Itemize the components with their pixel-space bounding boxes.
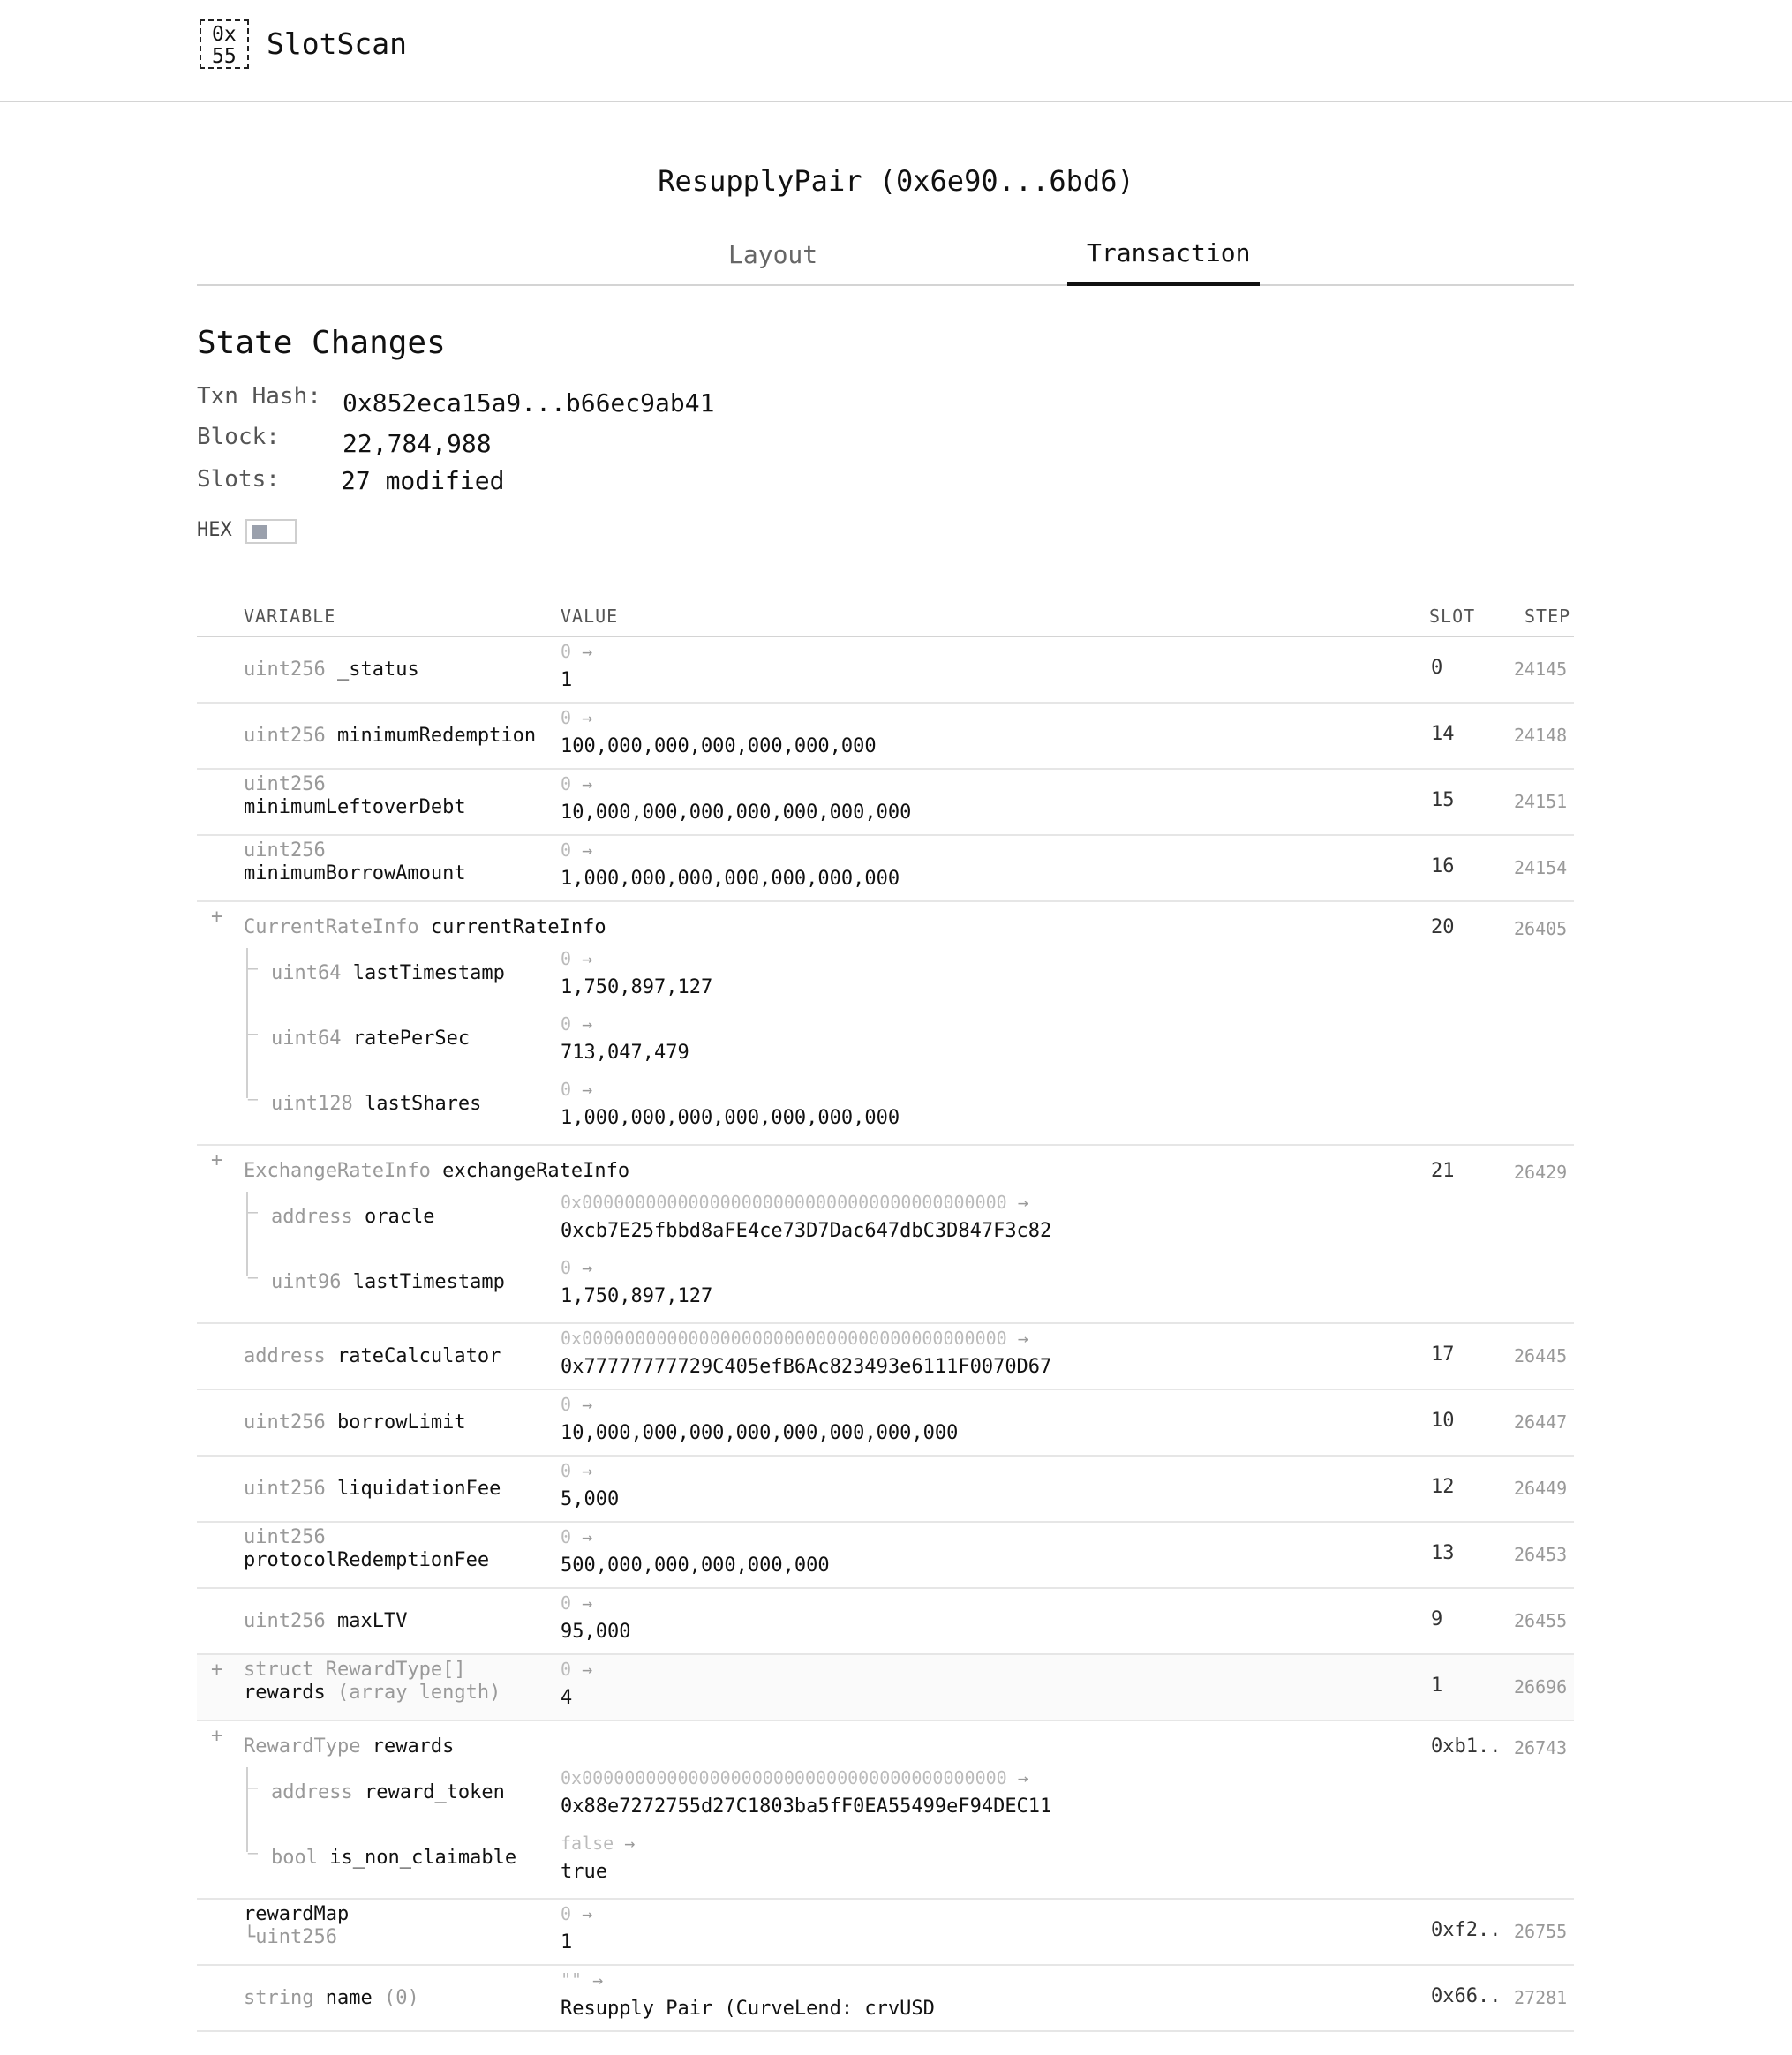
variable-cell: [244, 1411, 466, 1434]
old-value: [561, 1079, 592, 1100]
expand-icon[interactable]: +: [211, 1659, 223, 1681]
slot-cell: 21: [1431, 1160, 1455, 1182]
hex-label: HEX: [197, 519, 232, 541]
col-slot: SLOT: [1429, 606, 1476, 627]
old-value: [561, 1903, 592, 1924]
slots-label: Slots:: [197, 466, 280, 493]
old-value-text: 0: [561, 773, 572, 794]
new-value[interactable]: 100,000,000,000,000,000,000: [561, 735, 877, 757]
variable-name-cell: [244, 1549, 489, 1571]
variable-suffix: (0): [372, 1987, 419, 2009]
old-value: [561, 707, 592, 728]
step-cell[interactable]: 26429: [1514, 1162, 1568, 1183]
variable-cell: [244, 1160, 629, 1182]
logo[interactable]: [200, 19, 249, 69]
new-value[interactable]: 10,000,000,000,000,000,000,000,000: [561, 1422, 959, 1444]
child-variable-cell: [271, 1028, 470, 1050]
slot-cell: 1: [1431, 1675, 1443, 1697]
arrow-icon: →: [571, 773, 593, 794]
slot-cell: 13: [1431, 1542, 1455, 1564]
variable-name: lastTimestamp: [352, 962, 505, 984]
variable-name: name: [325, 1987, 373, 2009]
state-changes-table: [197, 637, 1574, 2032]
step-cell[interactable]: 26696: [1514, 1676, 1568, 1697]
variable-name: ratePerSec: [352, 1028, 471, 1050]
arrow-icon: →: [571, 1659, 593, 1680]
expand-icon[interactable]: +: [211, 906, 223, 928]
old-value-text: 0: [561, 1592, 572, 1614]
hex-toggle[interactable]: [245, 519, 297, 544]
old-value-text: 0: [561, 948, 572, 969]
col-value: VALUE: [561, 606, 619, 627]
arrow-icon: →: [571, 1013, 593, 1035]
old-value: [561, 1192, 1028, 1213]
block-value[interactable]: 22,784,988: [343, 429, 492, 458]
variable-type: uint96: [271, 1271, 353, 1293]
txn-hash-label: Txn Hash:: [197, 383, 321, 410]
table-row[interactable]: [197, 1900, 1574, 1966]
slot-cell: 15: [1431, 789, 1455, 811]
step-cell[interactable]: 24154: [1514, 857, 1568, 878]
tree-branch-icon: ─: [248, 960, 258, 979]
variable-type: address: [271, 1206, 365, 1228]
child-variable-cell: [271, 962, 505, 984]
old-value-text: 0: [561, 1903, 572, 1924]
new-value[interactable]: 713,047,479: [561, 1042, 689, 1064]
hex-toggle-knob: [252, 525, 267, 539]
old-value: [561, 1526, 592, 1547]
step-cell[interactable]: 26449: [1514, 1478, 1568, 1499]
old-value-text: "": [561, 1969, 583, 1991]
variable-name: exchangeRateInfo: [442, 1160, 630, 1182]
arrow-icon: →: [1006, 1767, 1028, 1788]
variable-cell: [244, 1735, 454, 1758]
tree-branch-icon: ─: [248, 1780, 258, 1798]
old-value-text: 0: [561, 839, 572, 861]
old-value: [561, 1767, 1028, 1788]
slot-cell: 0x66..: [1431, 1985, 1502, 2007]
variable-type: uint128: [271, 1093, 365, 1115]
step-cell[interactable]: 26445: [1514, 1345, 1568, 1366]
tree-branch-icon: ─: [248, 1026, 258, 1044]
arrow-icon: →: [571, 707, 593, 728]
variable-type: RewardType: [244, 1735, 373, 1758]
table-header: [197, 600, 1574, 637]
variable-type: uint256: [244, 1478, 337, 1500]
tree-branch-icon: ─: [248, 1269, 258, 1288]
old-value-text: 0x0000000000000000000000000000000000000000: [561, 1767, 1007, 1788]
variable-type: uint64: [271, 1028, 353, 1050]
variable-name: protocolRedemptionFee: [244, 1549, 490, 1571]
variable-cell: [244, 725, 536, 747]
active-tab-indicator: [1067, 282, 1260, 286]
old-value-text: 0: [561, 1526, 572, 1547]
old-value-text: 0: [561, 707, 572, 728]
step-cell[interactable]: 26755: [1514, 1921, 1568, 1942]
variable-name: rateCalculator: [336, 1345, 501, 1367]
table-row[interactable]: [197, 902, 1574, 1146]
variable-cell: [244, 1610, 407, 1632]
child-variable-cell: [271, 1206, 434, 1228]
arrow-icon: →: [571, 1257, 593, 1278]
new-value[interactable]: 1: [561, 669, 573, 691]
old-value: [561, 641, 592, 662]
arrow-icon: →: [571, 1394, 593, 1415]
variable-name: minimumRedemption: [336, 725, 537, 747]
slots-value: 27 modified: [341, 466, 505, 495]
old-value: [561, 1460, 592, 1481]
tab-layout[interactable]: Layout: [728, 240, 818, 269]
table-row[interactable]: [197, 1324, 1574, 1390]
app-header: [0, 0, 1792, 102]
variable-type: uint256: [244, 1411, 337, 1434]
table-row[interactable]: [197, 1721, 1574, 1900]
table-row[interactable]: [197, 1589, 1574, 1655]
variable-type: uint256: [244, 839, 326, 862]
variable-type: uint256: [244, 659, 337, 681]
slot-cell: 14: [1431, 723, 1455, 745]
arrow-icon: →: [614, 1833, 636, 1854]
old-value-text: 0x0000000000000000000000000000000000000000: [561, 1192, 1007, 1213]
variable-type: ExchangeRateInfo: [244, 1160, 443, 1182]
table-row[interactable]: [197, 1655, 1574, 1721]
step-cell[interactable]: 26455: [1514, 1610, 1568, 1631]
tree-branch-icon: ─: [248, 1845, 258, 1863]
variable-type-cell: [244, 1926, 337, 1948]
old-value-text: 0: [561, 1079, 572, 1100]
variable-type: uint256: [244, 1526, 326, 1548]
variable-suffix: (array length): [325, 1682, 501, 1704]
old-value: [561, 948, 592, 969]
step-cell[interactable]: 26453: [1514, 1544, 1568, 1565]
new-value[interactable]: 4: [561, 1687, 573, 1709]
tree-branch-icon: ─: [248, 1091, 258, 1110]
new-value[interactable]: true: [561, 1861, 607, 1883]
brand-name[interactable]: SlotScan: [267, 26, 407, 61]
old-value-text: 0: [561, 1013, 572, 1035]
old-value-text: 0: [561, 1257, 572, 1278]
variable-type: CurrentRateInfo: [244, 916, 431, 938]
new-value[interactable]: 95,000: [561, 1621, 631, 1643]
step-cell[interactable]: 26447: [1514, 1411, 1568, 1433]
table-row[interactable]: [197, 637, 1574, 704]
old-value: [561, 1328, 1028, 1349]
arrow-icon: →: [571, 1079, 593, 1100]
arrow-icon: →: [1006, 1192, 1028, 1213]
variable-name: reward_token: [364, 1781, 505, 1803]
arrow-icon: →: [571, 1460, 593, 1481]
new-value[interactable]: 1,750,897,127: [561, 1285, 713, 1307]
old-value-text: 0: [561, 1460, 572, 1481]
variable-name: rewards: [372, 1735, 455, 1758]
tab-bar: [197, 221, 1574, 286]
arrow-icon: →: [571, 641, 593, 662]
new-value[interactable]: 1,750,897,127: [561, 976, 713, 998]
variable-type: uint256: [244, 725, 337, 747]
variable-name: liquidationFee: [336, 1478, 501, 1500]
variable-cell: [244, 1478, 501, 1500]
variable-cell: [244, 1345, 501, 1367]
variable-type: uint64: [271, 962, 353, 984]
old-value: [561, 1833, 635, 1854]
new-value[interactable]: 1,000,000,000,000,000,000,000: [561, 1107, 900, 1129]
slot-cell: 9: [1431, 1608, 1443, 1630]
new-value[interactable]: 0xcb7E25fbbd8aFE4ce73D7Dac647dbC3D847F3c82: [561, 1220, 1052, 1242]
arrow-icon: →: [571, 1526, 593, 1547]
section-title: State Changes: [197, 325, 446, 361]
variable-type: struct RewardType[]: [244, 1659, 466, 1681]
new-value[interactable]: 1,000,000,000,000,000,000,000: [561, 868, 900, 890]
table-row[interactable]: [197, 1390, 1574, 1457]
new-value[interactable]: 500,000,000,000,000,000: [561, 1554, 830, 1577]
new-value[interactable]: 1: [561, 1931, 573, 1953]
table-row[interactable]: [197, 836, 1574, 902]
slot-cell: 10: [1431, 1410, 1455, 1432]
arrow-icon: →: [571, 839, 593, 861]
child-variable-cell: [271, 1781, 505, 1803]
table-row[interactable]: [197, 770, 1574, 836]
step-cell[interactable]: 24145: [1514, 659, 1568, 680]
block-label: Block:: [197, 424, 280, 450]
old-value: [561, 1969, 603, 1991]
child-variable-cell: [271, 1847, 516, 1869]
variable-name: rewards: [244, 1682, 326, 1704]
contract-title: ResupplyPair (0x6e90...6bd6): [658, 164, 1134, 198]
expand-icon[interactable]: +: [211, 1149, 223, 1171]
slot-cell: 16: [1431, 855, 1455, 877]
variable-name: lastShares: [364, 1093, 482, 1115]
old-value-text: 0x0000000000000000000000000000000000000000: [561, 1328, 1007, 1349]
slot-cell: 20: [1431, 916, 1455, 938]
variable-name: minimumBorrowAmount: [244, 862, 466, 884]
slot-cell: 0xb1..: [1431, 1735, 1502, 1758]
arrow-icon: →: [571, 1592, 593, 1614]
variable-type: uint256: [244, 1610, 337, 1632]
variable-type: bool: [271, 1847, 330, 1869]
variable-name: borrowLimit: [336, 1411, 466, 1434]
table-row[interactable]: [197, 704, 1574, 770]
old-value-text: 0: [561, 641, 572, 662]
step-cell[interactable]: 24148: [1514, 725, 1568, 746]
step-cell[interactable]: 24151: [1514, 791, 1568, 812]
table-row[interactable]: [197, 1523, 1574, 1589]
variable-name: is_non_claimable: [329, 1847, 517, 1869]
table-row[interactable]: [197, 1966, 1574, 2032]
table-row[interactable]: [197, 1457, 1574, 1523]
variable-name: currentRateInfo: [430, 916, 606, 938]
variable-name: minimumLeftoverDebt: [244, 796, 466, 818]
old-value: [561, 773, 592, 794]
old-value: [561, 1394, 592, 1415]
variable-name: maxLTV: [336, 1610, 408, 1632]
logo-text-top: 0x: [212, 23, 237, 46]
variable-cell: [244, 916, 606, 938]
arrow-icon: →: [582, 1969, 604, 1991]
step-cell[interactable]: 27281: [1514, 1987, 1568, 2008]
variable-type: uint256: [255, 1926, 337, 1948]
child-variable-cell: [271, 1093, 481, 1115]
new-value[interactable]: Resupply Pair (CurveLend: crvUSD: [561, 1998, 935, 2020]
variable-type: string: [244, 1987, 326, 2009]
old-value-text: 0: [561, 1659, 572, 1680]
variable-type: address: [271, 1781, 365, 1803]
old-value: [561, 839, 592, 861]
table-row[interactable]: [197, 1146, 1574, 1324]
old-value: [561, 1257, 592, 1278]
variable-name: lastTimestamp: [352, 1271, 505, 1293]
logo-text-bottom: 55: [212, 45, 237, 68]
arrow-icon: →: [571, 948, 593, 969]
variable-name-cell: [244, 1682, 501, 1704]
variable-name-cell: [244, 796, 466, 818]
txn-hash-value[interactable]: 0x852eca15a9...b66ec9ab41: [343, 388, 715, 418]
old-value-text: 0: [561, 1394, 572, 1415]
tree-branch-icon: └: [244, 1926, 256, 1948]
new-value[interactable]: 10,000,000,000,000,000,000,000: [561, 802, 912, 824]
col-variable: VARIABLE: [244, 606, 336, 627]
variable-name: oracle: [364, 1206, 435, 1228]
step-cell[interactable]: 26743: [1514, 1737, 1568, 1758]
step-cell[interactable]: 26405: [1514, 918, 1568, 939]
variable-type: uint256: [244, 773, 326, 795]
arrow-icon: →: [571, 1903, 593, 1924]
arrow-icon: →: [1006, 1328, 1028, 1349]
variable-name: rewardMap: [244, 1903, 350, 1925]
expand-icon[interactable]: +: [211, 1725, 223, 1747]
new-value[interactable]: 0x88e7272755d27C1803ba5fF0EA55499eF94DEC11: [561, 1795, 1052, 1818]
slot-cell: 0xf2..: [1431, 1919, 1502, 1941]
old-value-text: false: [561, 1833, 614, 1854]
old-value: [561, 1013, 592, 1035]
new-value[interactable]: 5,000: [561, 1488, 620, 1510]
variable-type: address: [244, 1345, 337, 1367]
new-value[interactable]: 0x77777777729C405efB6Ac823493e6111F0070D67: [561, 1356, 1052, 1378]
tab-transaction[interactable]: Transaction: [1087, 238, 1251, 267]
child-variable-cell: [271, 1271, 505, 1293]
variable-name: _status: [336, 659, 419, 681]
slot-cell: 0: [1431, 657, 1443, 679]
slot-cell: 17: [1431, 1344, 1455, 1366]
slot-cell: 12: [1431, 1476, 1455, 1498]
col-step: STEP: [1525, 606, 1571, 627]
variable-name-cell: [244, 862, 466, 884]
old-value: [561, 1592, 592, 1614]
variable-cell: [244, 1987, 419, 2009]
tree-branch-icon: ─: [248, 1204, 258, 1223]
old-value: [561, 1659, 592, 1680]
variable-cell: [244, 659, 419, 681]
